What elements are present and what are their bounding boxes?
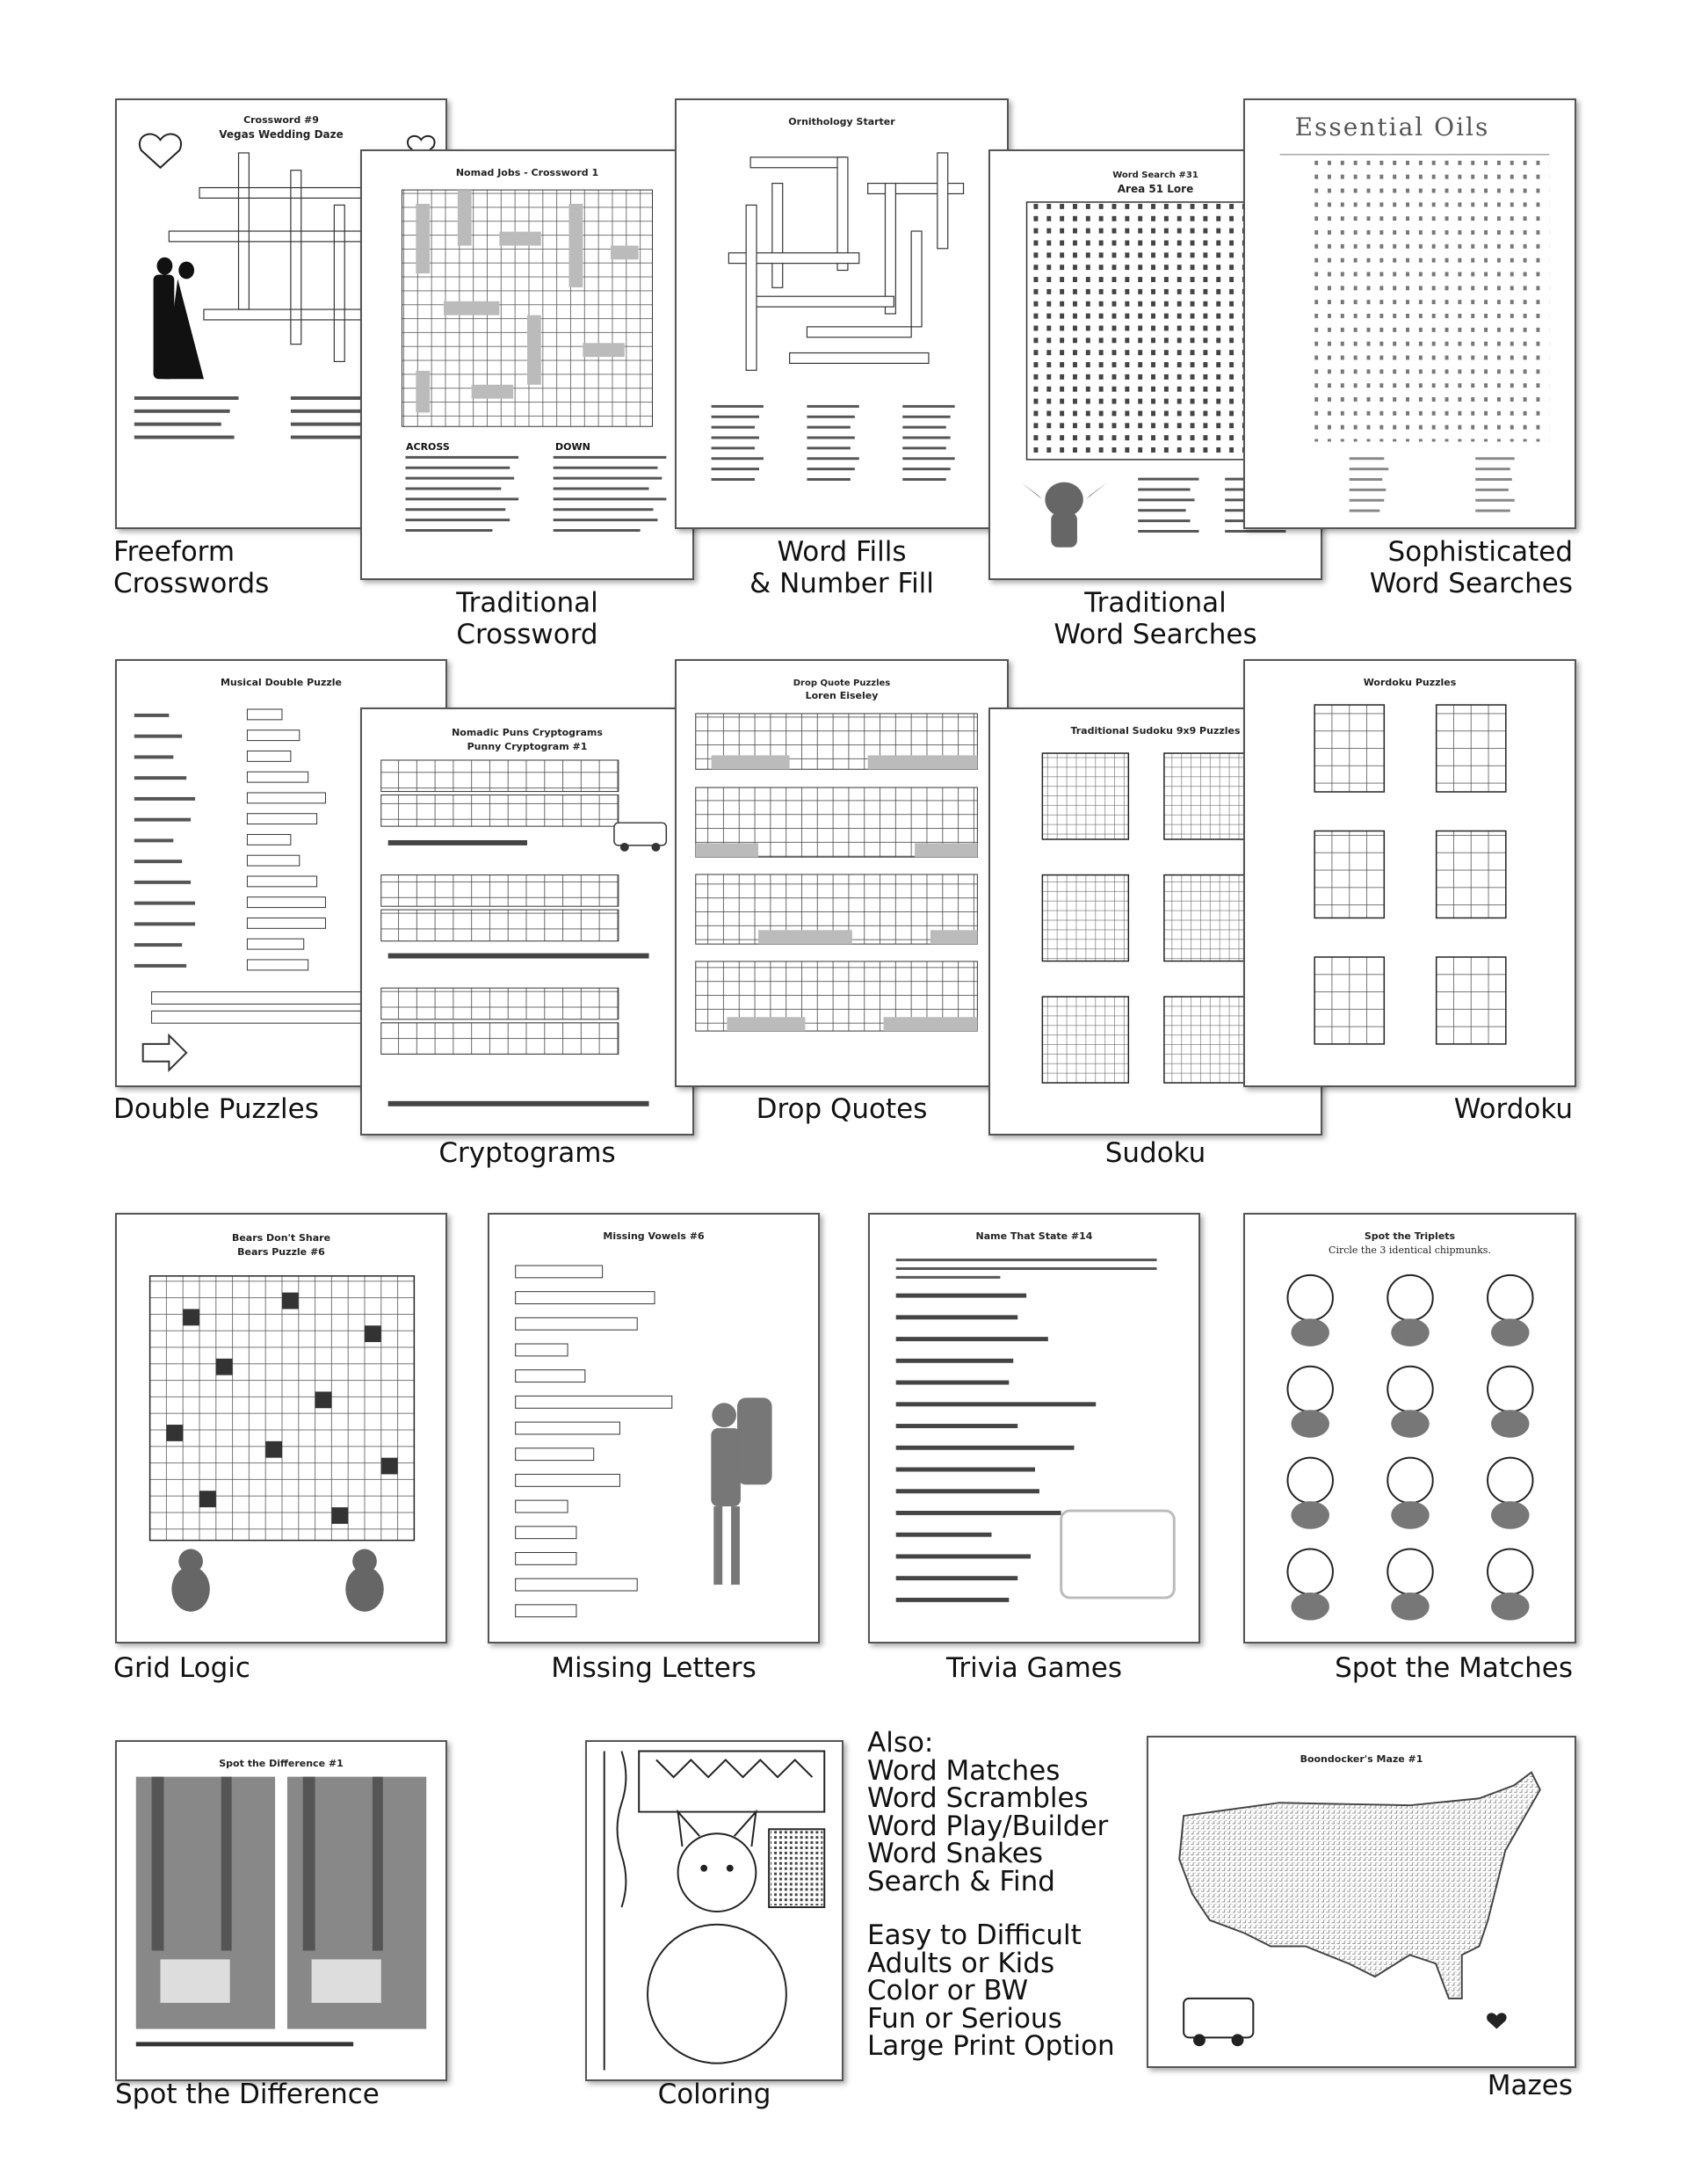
label-spot-matches: Spot the Matches (1335, 1652, 1573, 1684)
word-fills-thumb (675, 98, 1009, 529)
word-search-grid (1245, 100, 1575, 527)
label-trivia: Trivia Games (946, 1652, 1122, 1684)
missing-letter-rows (489, 1215, 818, 1642)
also-item: Word Matches (867, 1754, 1061, 1787)
label-traditional-word-search: Traditional Word Searches (1053, 587, 1257, 650)
maze-thumb (1147, 1736, 1576, 2068)
thumb-title: Essential Oils (1294, 112, 1490, 141)
also-item: Search & Find (867, 1865, 1055, 1897)
also-item: Word Scrambles (867, 1782, 1089, 1814)
difference-images (117, 1742, 445, 2079)
thumb-title: Traditional Sudoku 9x9 Puzzles (1070, 725, 1241, 736)
down-heading: DOWN (555, 441, 590, 453)
feature-item: Fun or Serious (867, 2002, 1062, 2035)
also-features-list (867, 1727, 1115, 2062)
feature-item: Color or BW (867, 1975, 1029, 2006)
thumb-title: Nomadic Puns Cryptograms (452, 727, 603, 738)
label-wordoku: Wordoku (1453, 1093, 1573, 1125)
feature-item: Adults or Kids (867, 1947, 1055, 1979)
trivia-lines (870, 1215, 1198, 1642)
drop-quote-grids (677, 661, 1007, 1085)
label-drop-quotes: Drop Quotes (756, 1093, 928, 1125)
also-item: Word Snakes (867, 1838, 1043, 1869)
thumb-title: Name That State #14 (975, 1230, 1093, 1242)
grid-logic-board (117, 1215, 445, 1642)
thumb-subtitle: Circle the 3 identical chipmunks. (1329, 1244, 1491, 1256)
label-double: Double Puzzles (113, 1093, 319, 1125)
thumb-title: Wordoku Puzzles (1363, 677, 1457, 688)
traditional-crossword-thumb (360, 149, 694, 580)
sophisticated-word-search-thumb (1243, 98, 1576, 529)
label-spot-difference: Spot the Difference (115, 2079, 380, 2110)
thumb-title: Missing Vowels #6 (603, 1230, 705, 1242)
crossword-grid (362, 151, 692, 578)
thumb-title: Boondocker's Maze #1 (1300, 1753, 1423, 1765)
spot-difference-thumb (115, 1740, 447, 2081)
drop-quote-thumb (675, 659, 1009, 1087)
label-word-fills: Word Fills & Number Fill (749, 536, 934, 599)
spot-matches-thumb (1243, 1213, 1576, 1643)
also-item: Word Play/Builder (867, 1810, 1109, 1842)
thumb-title: Spot the Difference #1 (219, 1758, 344, 1769)
feature-item: Large Print Option (867, 2030, 1115, 2062)
wordoku-grids (1245, 661, 1575, 1085)
label-mazes: Mazes (1487, 2070, 1573, 2101)
thumb-title: Musical Double Puzzle (220, 677, 343, 688)
thumb-title: Nomad Jobs - Crossword 1 (455, 167, 599, 178)
trivia-thumb (868, 1213, 1200, 1643)
label-sophisticated: Sophisticated Word Searches (1369, 536, 1573, 599)
thumb-title: Drop Quote Puzzles (793, 678, 891, 688)
label-traditional-crossword: Traditional Crossword (456, 587, 598, 650)
label-coloring: Coloring (657, 2079, 771, 2110)
coloring-thumb (585, 1740, 844, 2081)
word-fill-grid (677, 100, 1007, 527)
thumb-title: Crossword #9 (243, 114, 319, 126)
also-heading: Also: (867, 1727, 934, 1759)
feature-item: Easy to Difficult (867, 1919, 1082, 1951)
missing-letters-thumb (488, 1213, 820, 1643)
thumb-subtitle: Area 51 Lore (1117, 183, 1194, 195)
thumb-subtitle: Loren Eiseley (805, 690, 879, 701)
label-grid-logic: Grid Logic (113, 1652, 250, 1684)
thumb-subtitle: Vegas Wedding Daze (219, 128, 344, 141)
label-freeform: Freeform Crosswords (113, 536, 270, 599)
label-cryptograms: Cryptograms (438, 1137, 616, 1169)
thumb-title: Bears Don't Share (231, 1232, 331, 1244)
thumb-title: Word Search #31 (1112, 171, 1198, 180)
wordoku-thumb (1243, 659, 1576, 1087)
usa-maze-map (1148, 1738, 1575, 2066)
across-heading: ACROSS (406, 441, 450, 453)
label-missing-letters: Missing Letters (551, 1652, 757, 1684)
label-sudoku: Sudoku (1104, 1137, 1206, 1169)
thumb-subtitle: Punny Cryptogram #1 (467, 741, 588, 752)
thumb-title: Spot the Triplets (1364, 1230, 1456, 1242)
grid-logic-thumb (115, 1213, 447, 1643)
cryptogram-grids (362, 709, 692, 1134)
coloring-cat (587, 1742, 842, 2079)
chipmunk-grid (1245, 1215, 1575, 1642)
thumb-title: Ornithology Starter (788, 116, 895, 127)
cryptogram-thumb (360, 707, 694, 1136)
thumb-subtitle: Bears Puzzle #6 (237, 1246, 325, 1258)
